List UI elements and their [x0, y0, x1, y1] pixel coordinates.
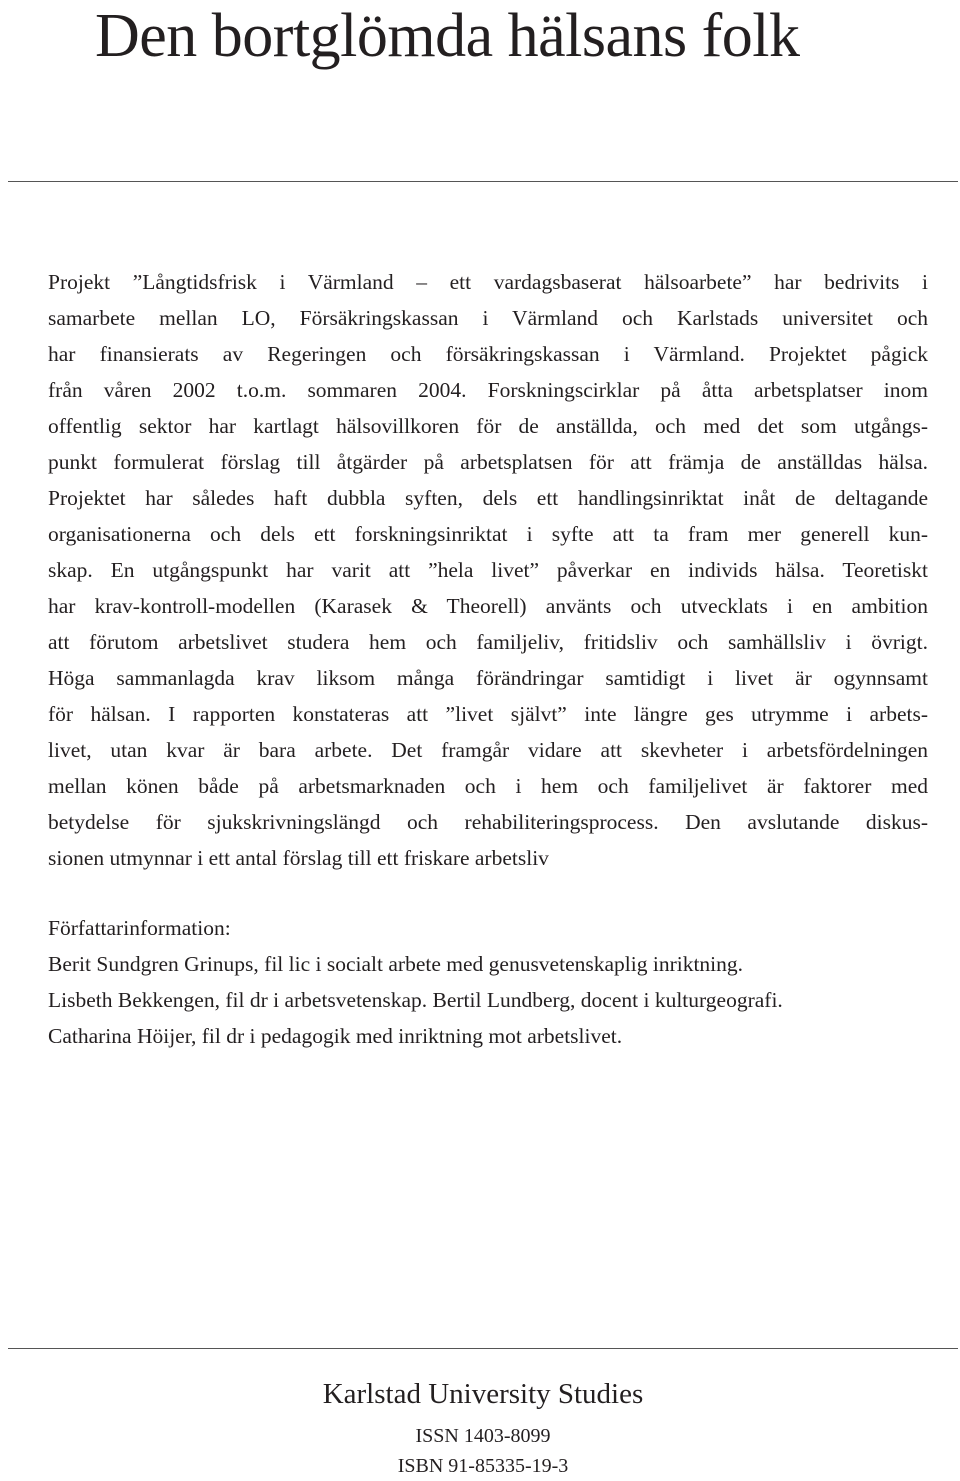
abstract-line: offentlig sektor har kartlagt hälsovillkoren för de anställda, och med det som utgångs-: [48, 414, 928, 438]
issn-number: ISSN 1403-8099: [415, 1425, 551, 1447]
author-info-line: Berit Sundgren Grinups, fil lic i socialt arbete med genusvetenskaplig inriktning.: [48, 952, 744, 976]
abstract-line: från våren 2002 t.o.m. sommaren 2004. Forskningscirklar på åtta arbetsplatser inom: [48, 378, 928, 402]
abstract-line: sionen utmynnar i ett antal förslag till ett friskare arbetsliv: [48, 846, 549, 870]
abstract-line: organisationerna och dels ett forskningsinriktat i syfte att ta fram mer generell kun-: [48, 522, 928, 546]
abstract-line: mellan könen både på arbetsmarknaden och i hem och familjelivet är faktorer med: [48, 774, 928, 798]
page-title: Den bortglömda hälsans folk: [95, 2, 800, 70]
abstract-line: Projekt ”Långtidsfrisk i Värmland – ett vardagsbaserat hälsoarbete” har bedrivits i: [48, 270, 928, 294]
series-name: Karlstad University Studies: [322, 1378, 644, 1410]
author-info-heading: Författarinformation:: [48, 916, 231, 940]
abstract-line: har krav-kontroll-modellen (Karasek & Theorell) använts och utvecklats i en ambition: [48, 594, 928, 618]
abstract-line: Höga sammanlagda krav liksom många förändringar samtidigt i livet är ogynnsamt: [48, 666, 928, 690]
isbn-number: ISBN 91-85335-19-3: [397, 1455, 569, 1477]
abstract-paragraph: [48, 264, 928, 876]
abstract-line: samarbete mellan LO, Försäkringskassan i Värmland och Karlstads universitet och: [48, 306, 928, 330]
author-info-line: Lisbeth Bekkengen, fil dr i arbetsvetenskap. Bertil Lundberg, docent i kulturgeografi.: [48, 988, 783, 1012]
abstract-line: skap. En utgångspunkt har varit att ”hela livet” påverkar en individs hälsa. Teoretiskt: [48, 558, 928, 582]
abstract-line: har finansierats av Regeringen och försäkringskassan i Värmland. Projektet pågick: [48, 342, 928, 366]
abstract-line: punkt formulerat förslag till åtgärder på arbetsplatsen för att främja de anställdas hälsa.: [48, 450, 928, 474]
bottom-divider: [8, 1348, 958, 1349]
abstract-line: betydelse för sjukskrivningslängd och rehabiliteringsprocess. Den avslutande diskus-: [48, 810, 928, 834]
author-information: [48, 910, 928, 1054]
abstract-line: att förutom arbetslivet studera hem och familjeliv, fritidsliv och samhällsliv i övrigt.: [48, 630, 928, 654]
abstract-line: för hälsan. I rapporten konstateras att ”livet självt” inte längre ges utrymme i arbets-: [48, 702, 928, 726]
author-info-line: Catharina Höijer, fil dr i pedagogik med inriktning mot arbetslivet.: [48, 1024, 623, 1048]
abstract-line: livet, utan kvar är bara arbete. Det framgår vidare att skevheter i arbetsfördelningen: [48, 738, 928, 762]
abstract-line: Projektet har således haft dubbla syften, dels ett handlingsinriktat inåt de deltagande: [48, 486, 928, 510]
top-divider: [8, 181, 958, 182]
